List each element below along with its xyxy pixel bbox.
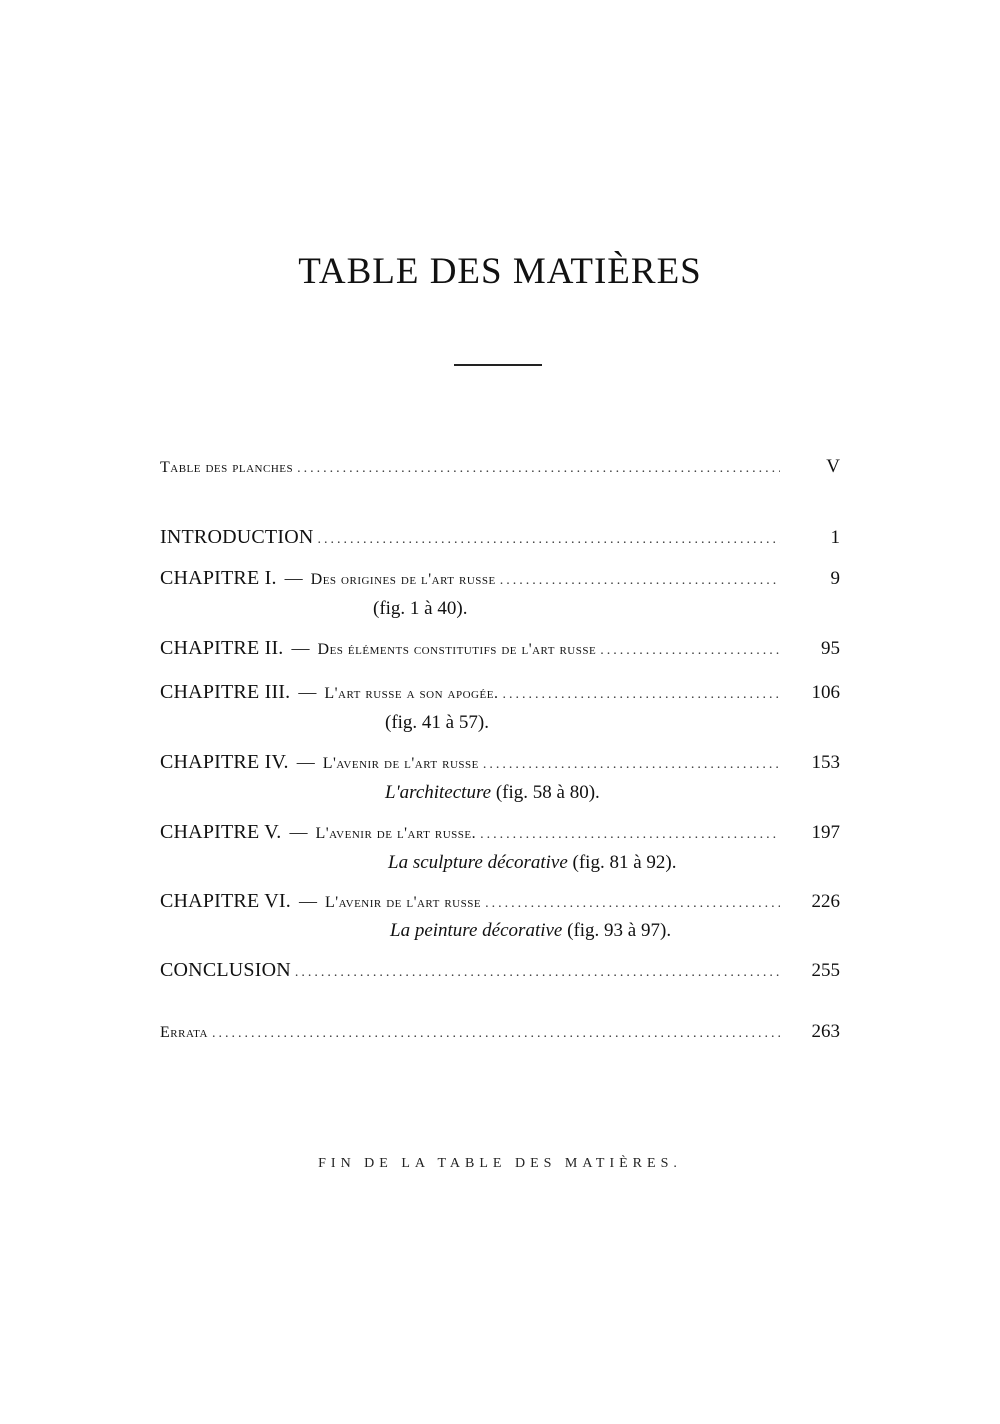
leader-dots	[500, 573, 780, 589]
toc-page-number: 9	[830, 568, 840, 589]
chapter-number: CHAPITRE II.	[160, 637, 284, 659]
toc-page-number: 263	[811, 1021, 840, 1042]
leader-dots	[483, 757, 780, 773]
toc-entry-chapter-1[interactable]	[160, 567, 840, 593]
toc-page-number: 1	[830, 527, 840, 548]
toc-entry-chapter-6[interactable]	[160, 890, 840, 916]
title-divider	[454, 364, 542, 366]
toc-entry-errata[interactable]	[160, 1021, 840, 1047]
toc-page-number: 255	[811, 960, 840, 981]
toc-page-number: 95	[821, 638, 840, 659]
toc-page-number: 197	[811, 822, 840, 843]
toc-page-number: 106	[811, 682, 840, 703]
chapter-number: CHAPITRE IV.	[160, 751, 289, 773]
chapter-title: L'avenir de l'art russe.	[315, 825, 477, 842]
figure-range: (fig. 41 à 57).	[385, 712, 489, 733]
toc-page-number: 226	[811, 891, 840, 912]
dash: —	[289, 822, 308, 842]
section-title: La sculpture décorative	[388, 852, 568, 873]
chapter-4-subtitle	[385, 782, 600, 804]
leader-dots	[295, 965, 780, 981]
figure-range: (fig. 58 à 80).	[495, 782, 600, 803]
dash: —	[291, 638, 310, 658]
toc-page-number: V	[826, 456, 840, 477]
leader-dots	[318, 532, 781, 548]
toc-entry-introduction[interactable]	[160, 526, 840, 552]
leader-dots	[485, 896, 780, 912]
toc-page-number: 153	[811, 752, 840, 773]
toc-entry-chapter-4[interactable]	[160, 751, 840, 777]
toc-entry-chapter-2[interactable]	[160, 637, 840, 663]
leader-dots	[212, 1026, 780, 1042]
dash: —	[296, 752, 315, 772]
dash: —	[298, 682, 317, 702]
chapter-5-subtitle	[388, 852, 676, 874]
leader-dots	[502, 687, 780, 703]
chapter-6-subtitle	[390, 920, 671, 942]
toc-label: Errata	[160, 1024, 208, 1041]
chapter-number: CHAPITRE I.	[160, 567, 277, 589]
chapter-3-figures	[385, 712, 489, 734]
chapter-title: L'avenir de l'art russe	[322, 755, 479, 772]
chapter-number: CHAPITRE VI.	[160, 890, 291, 912]
chapter-title: Des éléments constitutifs de l'art russe	[317, 641, 597, 658]
toc-label: CONCLUSION	[160, 959, 291, 981]
leader-dots	[600, 643, 780, 659]
chapter-1-figures	[373, 598, 467, 620]
toc-entry-planches[interactable]	[160, 456, 840, 482]
toc-entry-chapter-5[interactable]	[160, 821, 840, 847]
chapter-title: L'avenir de l'art russe	[324, 894, 482, 911]
chapter-title: L'art russe a son apogée.	[324, 685, 499, 702]
figure-range: (fig. 81 à 92).	[572, 852, 677, 873]
section-title: La peinture décorative	[390, 920, 563, 941]
figure-range: (fig. 93 à 97).	[567, 920, 672, 941]
chapter-number: CHAPITRE III.	[160, 681, 291, 703]
toc-entry-chapter-3[interactable]	[160, 681, 840, 707]
leader-dots	[480, 827, 780, 843]
page-title: TABLE DES MATIÈRES	[298, 251, 702, 292]
toc-label: Table des planches	[160, 459, 294, 476]
chapter-title: Des origines de l'art russe	[310, 571, 496, 588]
dash: —	[284, 568, 303, 588]
chapter-number: CHAPITRE V.	[160, 821, 282, 843]
dash: —	[298, 891, 317, 911]
section-title: L'architecture	[385, 782, 492, 803]
end-of-table-note: FIN DE LA TABLE DES MATIÈRES.	[318, 1156, 682, 1171]
toc-label: INTRODUCTION	[160, 526, 314, 548]
toc-entry-conclusion[interactable]	[160, 959, 840, 985]
figure-range: (fig. 1 à 40).	[373, 598, 468, 619]
leader-dots	[297, 461, 780, 477]
